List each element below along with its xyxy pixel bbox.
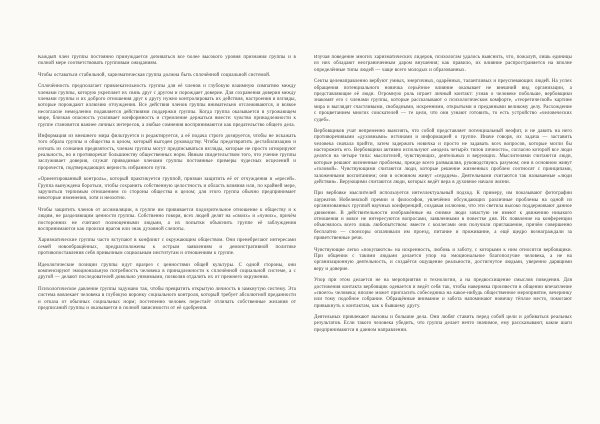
paragraph: Изучая поведение многих харизматических лидеров, психологам удалось выяснить, что, пожалуй, лишь единицы из них обладают неограниченным даром внушения; как правило, их влияние распространяется на вполне определённые типы людей — чаще всего молодых и образованных. <box>314 55 572 73</box>
text-columns <box>38 55 572 398</box>
paragraph: Чтобы защитить членов от ассимиляции, в группе им прививается подозрительное отношение к обществу и к людям, не разделяющим ценности группы. Собственно говоря, всех людей делят на «своих» и «чужих», причём посторонних не считают полноценными людьми, а их попытки объяснить группе её заблуждения воспринимаются как происки врагов или знак духовной слепоты. <box>38 207 296 232</box>
text-column-right <box>314 55 572 398</box>
paragraph: Чтобы оставаться стабильной, харизматическая группа должна быть сплочённой социальной системой. <box>38 72 271 78</box>
paragraph: Каждый член группы постоянно принуждается добиваться все более высокого уровня признания группы и в полной мере соответствовать групповым ожиданиям. <box>38 55 296 67</box>
paragraph: Секты целенаправленно вербуют умных, энергичных, одарённых, талантливых и преуспевающих людей. На успех обращения потенциального новичка серьёзное влияние оказывает не внешний вид организации, а представляющие её люди. Огромную роль играет личный контакт: узнав о человеке побольше, вербовщики знакомят его с членами группы, которые рассказывают о психологическом комфорте, «теоретической» картине мира и выглядят счастливыми, свободными, искренними, открытыми и преданными великому делу. Расхождение с процветанием многих соискателей — те цели, что они узнают готовить, то есть устройство «человеческих судеб». <box>314 79 572 123</box>
paragraph: Вербовщиков учат непременно выяснять, что собой представляет потенциальный неофит, и не давить на него противоречивыми «духовными» истинами и информацией о группе. Иначе говоря, их задача — заставить человека сначала прийти, затем задержать новичка и просто не задавать всех вопросов, которые могли бы насторожить его. Вербовщики активно используют «модель четырёх типов личности», согласно которой все люди делятся на четыре типа: мыслителей, чувствующих, деятельных и верующих. Мыслителями считаются люди, которые решают жизненные проблемы, прежде всего размышляя, руководствуясь разумом; они в основном живут «головой». Чувствующими считаются люди, которые решение жизненных проблем соотносят с принципами, заложенными воспитанием; они в основном живут «сердцем». Деятельными считаются так называемые «люди действия». Верующими считаются люди, которых ведёт вера в духовное начало жизни. <box>314 128 572 186</box>
paragraph: Информация из внешнего мира фильтруется и редактируется, а её подача строго дозируется, чтобы не искажать того образа группы и общества в целом, который выгоден руководству. Чтобы предотвратить дестабилизацию и изгнать из сознания предвзятость, членам группы могут предписываться взгляды, которые не просто игнорируют реальность, но и противоречат большинству общественных норм. Явным свидетельством того, что учение группы заслуживает доверия, служат приводимые членами группы постоянные примеры чудесных исцелений и пророчеств, подтверждающих верность избранного пути. <box>38 133 296 171</box>
paragraph: Чувствующие легко «покупаются» на искренность, любовь и заботу, с которыми к ним относятся вербовщики. При общении с такими людьми делается упор на эмоциональное благополучие человека, а не на организационную деятельность, и создаётся ощущение реальности, достигнутое людьми, уверенно дарящими веру и доверие. <box>314 247 572 272</box>
paragraph: Сплочённость предполагает привлекательность группы для её членов и глубокую взаимную симпатию между членами группы, которую укрепляет их связь друг с другом и порождает доверие. Для сохранения доверия между членами группы и их доброго отношения друг к другу нужно контролировать их действия, настроения и взгляды, которые порождают иллюзию отчуждения. Все действия членов группы внимательно отслеживаются, и всякое несогласие немедленно подавляется действиями поддержки группы. Когда группа оказывается в угрожающем мире, близкая опасность усиливает конформность и стремление держаться вместе: чувство принадлежности к группе становится важнее личных интересов, а любые сомнения воспринимаются как предательство общего дела. <box>38 84 296 128</box>
paragraph: «Ориентированный контроль», который практикуется группой, призван защитить её от отчуждения и «ересей». Группа вынуждена бороться, чтобы сохранить собственную целостность и область влияния или, по крайней мере, заручиться терпимым отношением со стороны общества в целом; для этого группа обычно предпринимает некоторые изменения, хотя и неохотно. <box>38 177 296 202</box>
paragraph: При вербовке мыслителей используется интеллектуальный подход. К примеру, им показывают фотографии лауреатов Нобелевской премии и философов, увлечённо обсуждающих различные проблемы на одной из организованных группой научных конференций, создавая иллюзию, что эти светила высоко поддерживают данное движение. В действительности изображённые на снимке люди зачастую не имеют к движению никакого отношения и вовсе не интересуются вопросами, заявленными в повестке дня. Их появление на конференции объяснялось всего лишь любопытством: вместе с коллегами они получили приглашение, причём совершенно бесплатно — спонсоры оплачивали им проезд, питание и проживание, а ещё щедро вознаграждали за приветственные речи. <box>314 191 572 242</box>
paragraph: Деятельных привлекают вызовы и большие дела. Они любят ставить перед собой цели и добиваться реальных результатов. Если такого человека убедить, что группа делает нечто значимое, ему рассказывают, какие шаги предпринимаются в данном направлении. <box>314 315 572 333</box>
paragraph: Идеологические позиции группы идут вразрез с ценностями общей культуры. С одной стороны, они компенсируют эмоциональную потребность человека в принадлежности к сплочённой социальной системе, а с другой — делают последователей довольно уязвимыми, позволяя отдалить их от прежнего окружения. <box>38 262 296 281</box>
paragraph: Упор при этом делается не на мероприятия и технологии, а на предвосхищение смыслов поведения. Для достижения контакта вербовщик одевается и ведёт себя так, чтобы наверняка произвести в общении впечатление «своего» человека; вполне может пригласить собеседника на какое-нибудь общественное мероприятие, вечеринку или тому подобное собрание. Обращённые внимание и забота напоминают новичку тёплое место, помогают привыкнуть к контактам, как к бывшему другу. <box>314 278 572 309</box>
paragraph: Психологическое давление группы задумано так, чтобы превратить открытую личность в замкнутую систему. Эта система вовлекает человека в глубокую воронку социального контроля, который требует абсолютной преданности и отказа от обычных социальных норм; постепенно человек перестаёт отличать собственные желания от предписаний группы и оказывается в полной зависимости от её одобрения. <box>38 286 296 311</box>
text-column-left <box>38 55 296 398</box>
paragraph: Харизматические группы часто вступают в конфликт с окружающим обществом. Они пренебрегают интересами семей новообращённых, предрасположены к острым заявлениям и демонстративной политике противопоставления себя привычным социальным институтам и отношениям к группе. <box>38 238 296 257</box>
